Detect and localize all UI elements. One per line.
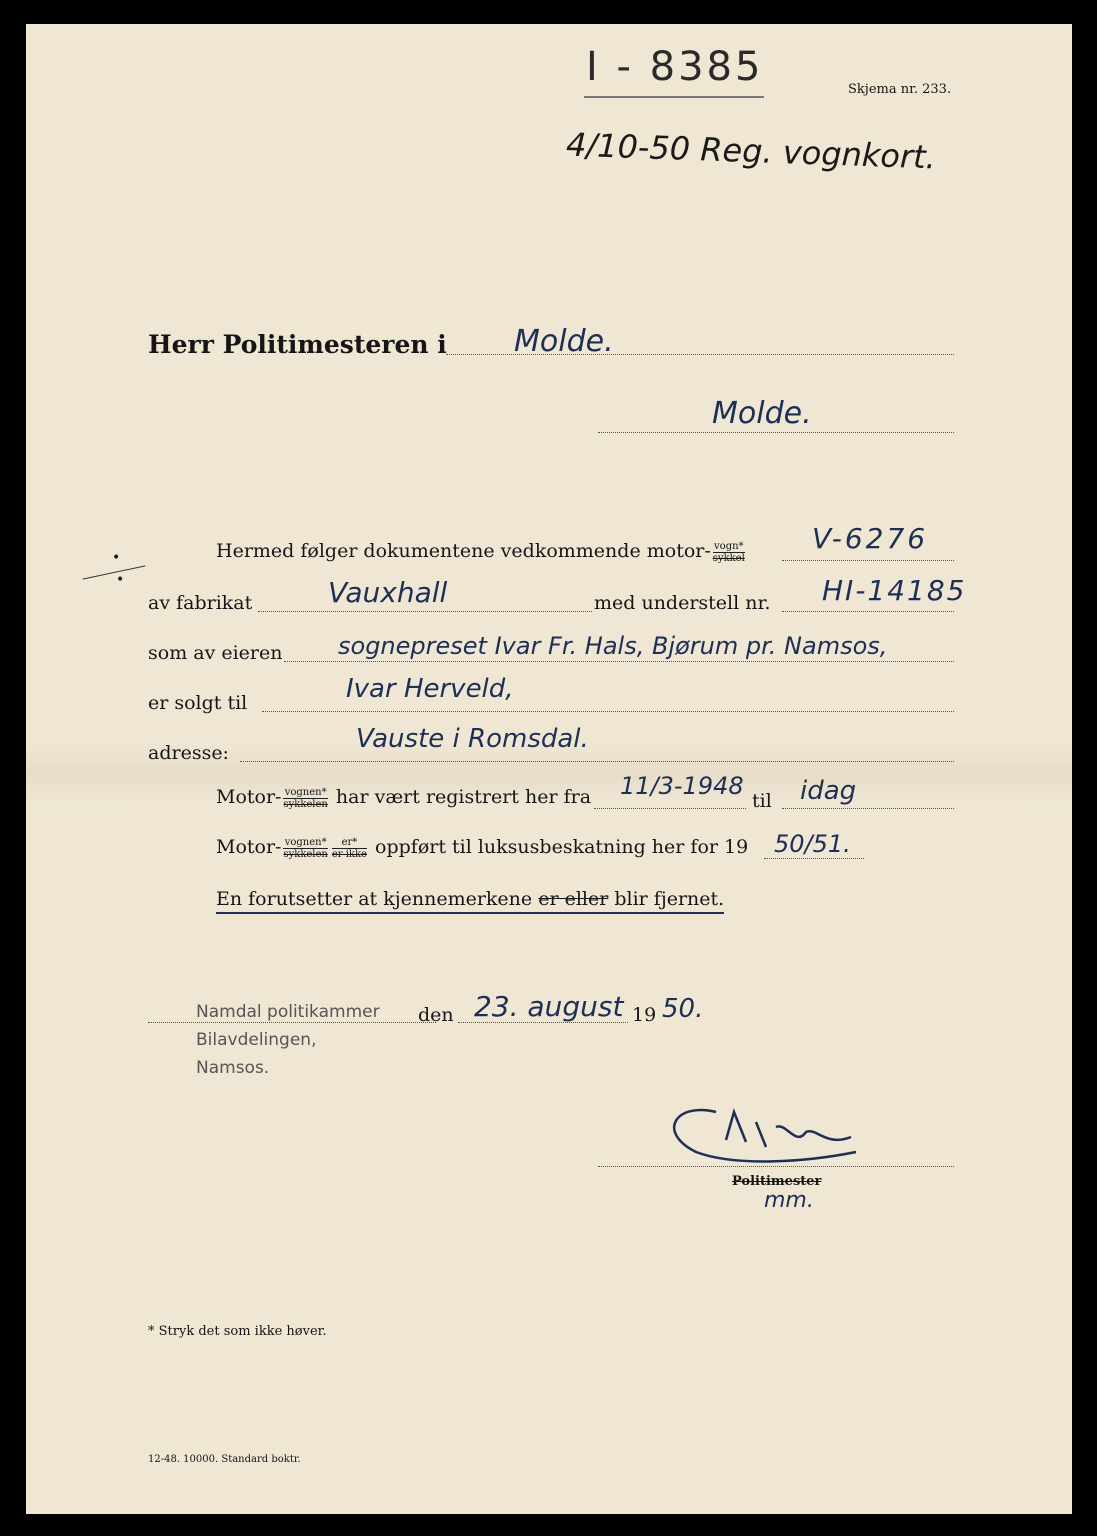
printer-info: 12-48. 10000. Standard boktr. xyxy=(148,1454,301,1465)
chassis-label: med understell nr. xyxy=(594,592,771,614)
margin-dot-1: • xyxy=(112,550,121,566)
chassis-value: HI-14185 xyxy=(822,574,967,607)
lux-frac-sykkelen: sykkelen xyxy=(283,848,328,860)
frac-vogn: vogn* xyxy=(714,540,744,552)
reg-number-dots xyxy=(782,560,954,561)
owner-value: sognepreset Ivar Fr. Hals, Bjørum pr. Namsos, xyxy=(338,632,888,660)
registration-note: 4/10-50 Reg. vognkort. xyxy=(565,125,937,177)
sold-label: er solgt til xyxy=(148,692,248,714)
document-page xyxy=(26,24,1072,1514)
registered-from: 11/3-1948 xyxy=(620,772,744,800)
intro-text: Hermed følger dokumentene vedkommende motor- xyxy=(216,540,711,562)
chassis-dots xyxy=(782,611,954,612)
address-dots xyxy=(240,761,954,762)
lux-year-dots xyxy=(764,858,864,859)
date-value: 23. august xyxy=(474,990,624,1023)
stamp-line-1: Namdal politikammer xyxy=(196,1002,380,1022)
frac-sykkel: sykkel xyxy=(712,552,745,564)
place-dots xyxy=(148,1022,436,1023)
address-label: adresse: xyxy=(148,742,229,764)
stamp-line-2: Bilavdelingen, xyxy=(196,1030,317,1050)
margin-pencil-mark xyxy=(83,565,146,579)
lux-year: 50/51. xyxy=(774,830,851,858)
lux-fraction-2 xyxy=(332,837,367,860)
make-label: av fabrikat xyxy=(148,592,253,614)
den-label: den xyxy=(418,1004,454,1026)
plates-text-b: blir fjernet. xyxy=(614,888,725,910)
title-hand: mm. xyxy=(764,1188,814,1213)
lux-frac-vognen: vognen* xyxy=(284,836,327,848)
make-value: Vauxhall xyxy=(328,576,448,609)
owner-dots xyxy=(284,661,954,662)
footnote: * Stryk det som ikke høver. xyxy=(148,1324,327,1339)
lux-prefix: Motor- xyxy=(216,836,282,858)
registered-til: til xyxy=(752,790,772,812)
lux-frac-er: er* xyxy=(332,837,367,849)
registered-fraction xyxy=(283,787,327,810)
form-number: Skjema nr. 233. xyxy=(848,82,952,97)
stamp-line-3: Namsos. xyxy=(196,1058,270,1078)
city-line-2: Molde. xyxy=(712,396,812,431)
luxury-line xyxy=(216,836,748,860)
signature-scrawl xyxy=(656,1092,866,1182)
registered-to: idag xyxy=(800,776,857,806)
registered-text: har vært registrert her fra xyxy=(335,786,592,808)
reg-number: V-6276 xyxy=(812,522,929,555)
city-line-2-dots xyxy=(598,432,954,433)
registered-prefix: Motor- xyxy=(216,786,282,808)
frac-sykkelen: sykkelen xyxy=(283,798,328,810)
address-value: Vauste i Romsdal. xyxy=(356,724,589,754)
margin-dot-2: • xyxy=(116,572,125,588)
city-line-1: Molde. xyxy=(514,324,614,359)
registered-to-dots xyxy=(782,808,954,809)
lux-frac-er-ikke: er ikke xyxy=(331,848,367,860)
intro-line xyxy=(216,540,747,564)
lux-text: oppført til luksusbeskatning her for 19 xyxy=(375,836,749,858)
signature-dots xyxy=(598,1166,954,1167)
file-number-underline xyxy=(584,96,764,98)
file-number: I - 8385 xyxy=(586,44,764,90)
year-value: 50. xyxy=(662,994,704,1024)
lux-fraction-1 xyxy=(283,837,327,860)
salutation: Herr Politimesteren i xyxy=(148,330,447,359)
year-prefix: 19 xyxy=(632,1004,657,1026)
registered-from-dots xyxy=(594,808,746,809)
title-struck: Politimester xyxy=(732,1174,822,1189)
plates-line xyxy=(216,888,724,914)
frac-vognen: vognen* xyxy=(284,786,327,798)
sold-dots xyxy=(262,711,954,712)
registered-line xyxy=(216,786,591,810)
owner-label: som av eieren xyxy=(148,642,283,664)
vehicle-type-fraction xyxy=(713,541,745,564)
sold-value: Ivar Herveld, xyxy=(346,674,514,704)
make-dots xyxy=(258,611,592,612)
plates-text-a: En forutsetter at kjennemerkene xyxy=(216,888,533,910)
plates-struck: er eller xyxy=(538,888,609,910)
